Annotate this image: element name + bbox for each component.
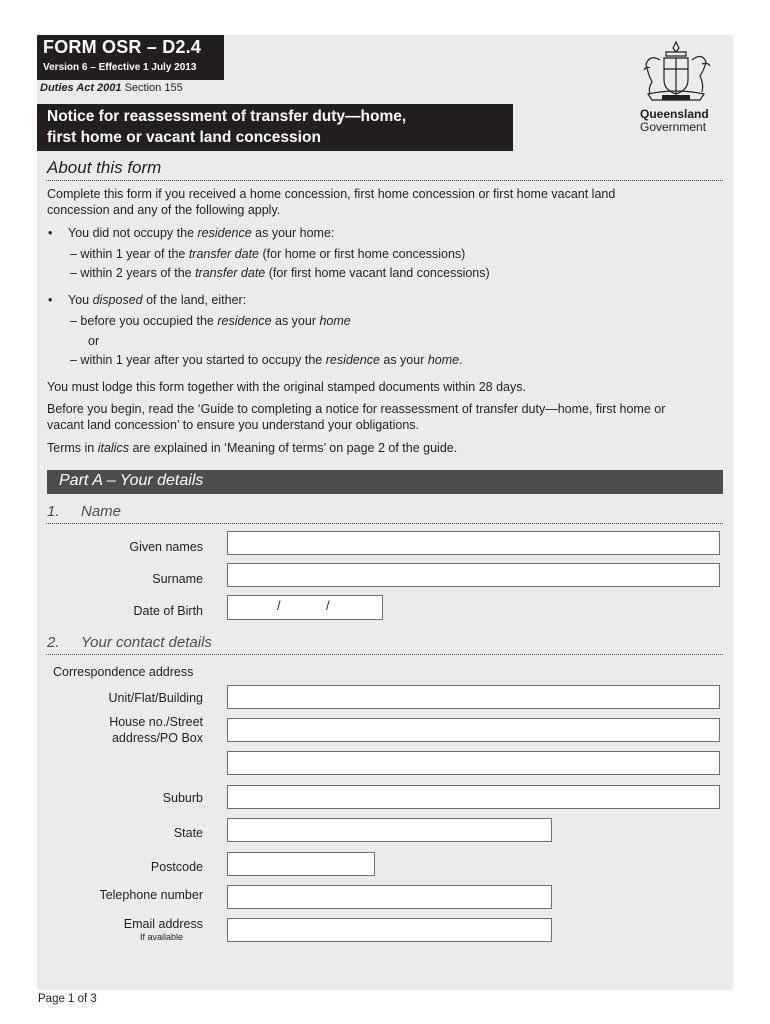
section-2-title: Your contact details — [81, 634, 212, 651]
surname-field[interactable] — [227, 563, 720, 587]
act-section: Section 155 — [124, 82, 183, 94]
lodge-text: You must lodge this form together with the original stamped documents within 28 days. — [47, 380, 526, 394]
form-title-box — [37, 104, 513, 151]
government-logo-text — [640, 108, 709, 134]
gov-line2: Government — [640, 120, 707, 134]
sub-term: residence — [217, 314, 272, 328]
street-address-field[interactable] — [227, 718, 720, 742]
terms-italic: italics — [97, 441, 129, 455]
date-separator-1: / — [277, 598, 281, 613]
sub-text: – before you occupied the — [70, 314, 218, 328]
form-title-line2: first home or vacant land concession — [47, 129, 321, 146]
about-heading: About this form — [47, 158, 162, 177]
section-1-title: Name — [81, 503, 122, 520]
bullet-2-term: disposed — [92, 293, 143, 307]
about-divider — [46, 180, 723, 181]
bullet-2-sub-1 — [70, 314, 351, 329]
bullet-1-end: as your home: — [251, 226, 335, 240]
section-1-number: 1. — [47, 503, 60, 520]
suburb-label: Suburb — [162, 791, 203, 805]
gov-line1: Queensland — [640, 107, 709, 121]
bullet-1-text: You did not occupy the — [68, 226, 198, 240]
sub-text: – within 2 years of the — [70, 266, 196, 280]
sub-end: (for home or first home concessions) — [259, 247, 466, 261]
date-of-birth-field[interactable] — [227, 595, 383, 620]
part-a-title: Part A – Your details — [59, 472, 204, 489]
email-if-available: If available — [139, 932, 183, 942]
bullet-1 — [68, 226, 334, 241]
form-code: FORM OSR – D2.4 — [43, 37, 202, 57]
bullet-1-term: residence — [197, 226, 252, 240]
sub-term: home — [427, 353, 460, 367]
terms-pre: Terms in — [47, 441, 98, 455]
sub-term: transfer date — [188, 247, 260, 261]
postcode-field[interactable] — [227, 852, 375, 876]
street-address-line2-field[interactable] — [227, 751, 720, 775]
before-line2: vacant land concession’ to ensure you understand your obligations. — [47, 418, 419, 432]
sub-text: – within 1 year of the — [70, 247, 189, 261]
section-1-heading — [47, 503, 121, 520]
bullet-2-or: or — [88, 334, 100, 348]
bullet-1-sub-2 — [70, 266, 490, 281]
intro-line2: concession and any of the following apply. — [47, 203, 281, 217]
given-names-field[interactable] — [227, 531, 720, 555]
section-2-number: 2. — [47, 634, 60, 651]
form-code-box — [37, 35, 224, 80]
act-reference — [40, 82, 183, 94]
date-separator-2: / — [326, 598, 330, 613]
suburb-field[interactable] — [227, 785, 720, 809]
sub-mid: as your — [271, 314, 320, 328]
house-label-line2: address/PO Box — [111, 731, 203, 745]
section-2-heading — [47, 634, 212, 651]
email-field[interactable] — [227, 918, 552, 942]
state-label: State — [173, 826, 203, 840]
house-label — [109, 714, 203, 746]
bullet-2-text: You — [68, 293, 93, 307]
form-sheet — [37, 35, 733, 990]
act-name: Duties Act 2001 — [40, 82, 122, 94]
section-2-divider — [46, 654, 723, 655]
bullet-2-sub-2 — [70, 353, 463, 368]
intro-line1: Complete this form if you received a home concession, first home concession or first home vacant land — [47, 187, 616, 201]
form-version: Version 6 – Effective 1 July 2013 — [43, 62, 197, 73]
section-1-divider — [46, 523, 723, 524]
sub-term: transfer date — [195, 266, 266, 280]
unit-flat-building-field[interactable] — [227, 685, 720, 709]
terms-text — [47, 441, 457, 456]
sub-end: . — [459, 353, 463, 367]
bullet-1-sub-1 — [70, 247, 465, 262]
page-number: Page 1 of 3 — [38, 993, 97, 1005]
correspondence-address-label: Correspondence address — [53, 665, 194, 679]
before-line1: Before you begin, read the ‘Guide to completing a notice for reassessment of transfer duty—home, first home or — [47, 402, 666, 416]
given-names-label: Given names — [129, 540, 203, 554]
terms-post: are explained in ‘Meaning of terms’ on page 2 of the guide. — [128, 441, 458, 455]
telephone-field[interactable] — [227, 885, 552, 909]
sub-term: residence — [325, 353, 380, 367]
bullet-dot-2: • — [48, 293, 53, 307]
dob-label: Date of Birth — [133, 604, 203, 618]
surname-label: Surname — [152, 572, 203, 586]
email-label: Email address — [123, 917, 203, 931]
sub-end: (for first home vacant land concessions) — [265, 266, 490, 280]
part-a-header — [47, 470, 723, 494]
bullet-dot-1: • — [48, 226, 53, 240]
sub-mid: as your — [379, 353, 428, 367]
queensland-crest-icon — [638, 38, 714, 104]
house-label-line1: House no./Street — [109, 715, 203, 729]
state-field[interactable] — [227, 818, 552, 842]
sub-text: – within 1 year after you started to occupy the — [70, 353, 326, 367]
bullet-2 — [68, 293, 246, 308]
postcode-label: Postcode — [150, 860, 203, 874]
bullet-2-end: of the land, either: — [142, 293, 247, 307]
form-title-line1: Notice for reassessment of transfer duty—home, — [47, 108, 407, 125]
telephone-label: Telephone number — [99, 888, 203, 902]
sub-term: home — [319, 314, 351, 328]
unit-label: Unit/Flat/Building — [108, 691, 203, 705]
